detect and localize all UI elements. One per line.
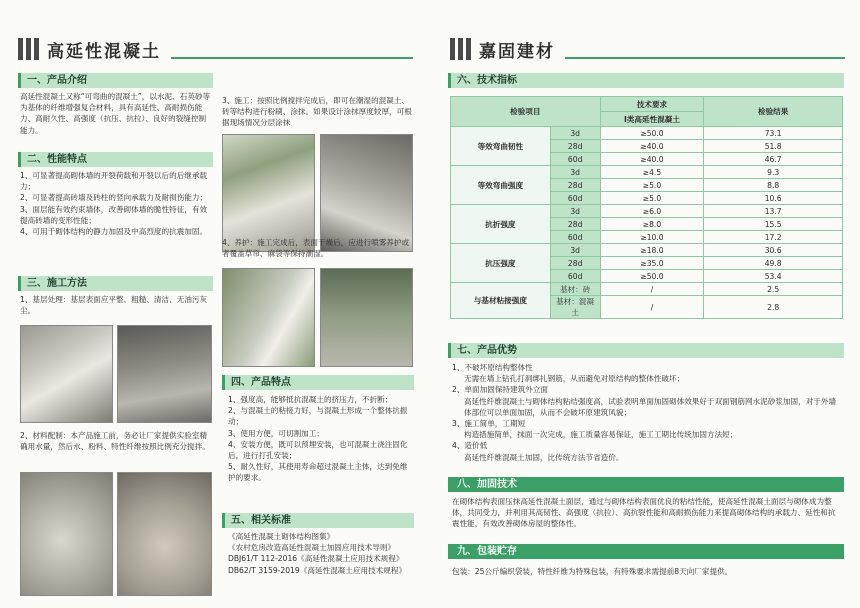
method-step-4: 4、养护：施工完成后，表面干燥后，应进行喷雾养护或者覆盖草帘、麻袋等保持潮湿。 bbox=[222, 238, 410, 259]
advantage-detail: 高延性纤维混凝土加固，比传统方法节省造价。 bbox=[464, 452, 624, 462]
banner-bars bbox=[18, 38, 39, 60]
cell-req: ≥4.5 bbox=[600, 166, 704, 179]
cell-age: 3d bbox=[550, 205, 600, 218]
cell-result: 17.2 bbox=[704, 231, 843, 244]
cell-age: 28d bbox=[550, 140, 600, 153]
table-header-row bbox=[451, 97, 843, 112]
cell-result: 13.7 bbox=[704, 205, 843, 218]
section-features-heading: 二、性能特点 bbox=[18, 152, 213, 167]
group-label: 抗折强度 bbox=[451, 205, 551, 244]
packaging-text: 包装：25公斤编织袋装，特性纤维为特殊包装，有特殊要求需提前8天向厂家提供。 bbox=[452, 567, 733, 576]
list-item: DBJ61/T 112-2016《高延性混凝土应用技术规程》 bbox=[228, 554, 404, 564]
cell-age: 28d bbox=[550, 257, 600, 270]
cell-age: 3d bbox=[550, 244, 600, 257]
list-item: 《高延性混凝土砌体结构图集》 bbox=[228, 532, 335, 541]
cell-req: ≥50.0 bbox=[600, 127, 704, 140]
left-banner bbox=[18, 38, 413, 60]
cell-age: 60d bbox=[550, 231, 600, 244]
advantage-title: 1、不破坏原结构整体性 bbox=[452, 363, 533, 372]
cell-req: ≥40.0 bbox=[600, 153, 704, 166]
cell-result: 8.8 bbox=[704, 179, 843, 192]
cell-req: ≥10.0 bbox=[600, 231, 704, 244]
cell-req: ≥18.0 bbox=[600, 244, 704, 257]
list-item: 《农村危房改造高延性混凝土加固应用技术导则》 bbox=[228, 543, 396, 553]
photo-mixing-1 bbox=[20, 472, 113, 596]
advantage-detail: 构造措施简单，抹面一次完成，施工质量容易保证，施工工期比传统加固方法短； bbox=[464, 430, 738, 440]
standards-list bbox=[228, 531, 418, 576]
list-item: 4、可用于砌体结构的静力加固及中高烈度的抗震加固。 bbox=[20, 227, 208, 237]
cell-age: 60d bbox=[550, 270, 600, 283]
cell-age: 基材：砖 bbox=[550, 283, 600, 296]
cell-req: / bbox=[600, 283, 704, 296]
section-reinforce-heading: 八、加固技术 bbox=[448, 477, 844, 492]
section-intro-heading: 一、产品介绍 bbox=[18, 73, 213, 88]
list-item: 3、使用方便，可切割加工； bbox=[228, 428, 324, 438]
advantage-title: 2、单面加固保持建筑外立面 bbox=[452, 385, 548, 395]
method-step-2: 2、材料配制：本产品施工前，务必让厂家提供实验室精确用水量，然后水、粉料、特性纤维按照比例充分搅拌。 bbox=[20, 431, 210, 452]
cell-result: 51.8 bbox=[704, 140, 843, 153]
section-standards-heading: 五、相关标准 bbox=[222, 513, 414, 528]
product-features-list bbox=[228, 394, 414, 484]
col-header-item: 检验项目 bbox=[451, 97, 601, 127]
cell-result: 30.6 bbox=[704, 244, 843, 257]
cell-req: ≥5.0 bbox=[600, 179, 704, 192]
col-header-req-sub: I类高延性混凝土 bbox=[600, 112, 704, 127]
cell-result: 9.3 bbox=[704, 166, 843, 179]
method-step-3: 3、施工：按照比例搅拌完成后，即可在潮湿的混凝土、砖等结构进行粉刷、涂抹。如果设计涂抹厚度较厚，可根据现场情况分层涂抹 bbox=[222, 96, 412, 128]
section-method-heading: 三、施工方法 bbox=[18, 276, 213, 291]
intro-text: 高延性混凝土又称“可弯曲的混凝土”，以水泥、石英砂等为基体的纤维增强复合材料，具有高延性、高耐损伤能力、高耐久性、高强度（抗压、抗拉）、良好的裂缝控制能力。 bbox=[20, 92, 211, 135]
spec-table bbox=[450, 96, 843, 319]
list-item: DB62/T 3159-2019《高延性混凝土应用技术规程》 bbox=[228, 565, 407, 575]
list-item: 1、强度高，能够抵抗混凝土的挤压力，不折断； bbox=[228, 395, 393, 404]
table-row bbox=[451, 166, 843, 179]
group-label: 抗压强度 bbox=[451, 244, 551, 283]
right-title: 嘉固建材 bbox=[479, 41, 555, 62]
features-list bbox=[20, 170, 212, 237]
advantage-detail: 无需在墙上钻孔打洞绑扎钢筋，从而避免对原结构的整体性破坏； bbox=[464, 374, 685, 384]
section-advantages-heading: 七、产品优势 bbox=[448, 343, 844, 358]
cell-req: ≥40.0 bbox=[600, 140, 704, 153]
cell-result: 15.5 bbox=[704, 218, 843, 231]
section-product-features-heading: 四、产品特点 bbox=[222, 375, 414, 390]
advantage-detail: 高延性纤维混凝土与砌体结构粘结强度高，试验表明单面加固砌体效果好于双面钢筋网水泥砂浆加固，对于外墙体部位可以单面加固，从而不会破坏原建筑风貌； bbox=[464, 396, 837, 417]
banner-rule bbox=[565, 57, 845, 59]
cell-age: 28d bbox=[550, 179, 600, 192]
photo-mixing-2 bbox=[117, 472, 212, 596]
cell-age: 60d bbox=[550, 153, 600, 166]
group-label: 等效弯曲强度 bbox=[451, 166, 551, 205]
photo-curing-1 bbox=[222, 268, 315, 367]
photo-surface-prep bbox=[20, 325, 113, 423]
cell-age: 60d bbox=[550, 192, 600, 205]
table-row bbox=[451, 127, 843, 140]
cell-result: 49.8 bbox=[704, 257, 843, 270]
col-header-result: 检验结果 bbox=[704, 97, 843, 127]
photo-wall bbox=[117, 325, 212, 423]
cell-req: / bbox=[600, 296, 704, 319]
left-title: 高延性混凝土 bbox=[47, 41, 161, 62]
group-label: 等效弯曲韧性 bbox=[451, 127, 551, 166]
cell-age: 3d bbox=[550, 166, 600, 179]
cell-req: ≥50.0 bbox=[600, 270, 704, 283]
table-row bbox=[451, 283, 843, 296]
cell-req: ≥35.0 bbox=[600, 257, 704, 270]
cell-result: 53.4 bbox=[704, 270, 843, 283]
cell-req: ≥5.0 bbox=[600, 192, 704, 205]
banner-rule bbox=[171, 57, 413, 59]
list-item: 2、与混凝土的粘接力好，与混凝土形成一个整体抗振动； bbox=[228, 406, 408, 427]
advantage-title: 4、造价低 bbox=[452, 441, 488, 451]
cell-age: 28d bbox=[550, 218, 600, 231]
cell-result: 2.8 bbox=[704, 296, 843, 319]
list-item: 5、耐久性好，其使用寿命超过混凝土主体，达到免维护的要求。 bbox=[228, 462, 408, 483]
list-item: 3、面层能有效约束墙体，改善砌体墙的脆性特征，有效提高砖墙的变形性能； bbox=[20, 204, 208, 225]
photo-plastering-2 bbox=[320, 134, 413, 252]
section-specs-heading: 六、技术指标 bbox=[448, 73, 844, 88]
cell-age: 基材：混凝土 bbox=[550, 296, 600, 319]
cell-result: 2.5 bbox=[704, 283, 843, 296]
col-header-req: 技术要求 bbox=[600, 97, 704, 112]
section-packaging-heading: 九、包装贮存 bbox=[448, 544, 844, 559]
cell-age: 3d bbox=[550, 127, 600, 140]
list-item: 1、可显著提高砌体墙的开裂荷载和开裂以后的后继承载力； bbox=[20, 171, 208, 192]
cell-result: 10.6 bbox=[704, 192, 843, 205]
right-banner bbox=[450, 38, 845, 60]
reinforce-text: 在砌体结构表面压抹高延性混凝土面层，通过与砌体结构表面优良的粘结性能，使高延性混凝土面层与砌体成为整体，共同受力，并利用其高韧性、高强度（抗拉）、高抗裂性能和高耐损伤能力来提高砌体结构的承载力、延性和抗震性能，有效改善砌体房屋的整体性。 bbox=[452, 497, 836, 529]
banner-bars bbox=[450, 38, 471, 60]
group-label: 与基材粘接强度 bbox=[451, 283, 551, 319]
method-step-1: 1、基层处理：基层表面应平整、粗糙、清洁、无油污灰尘。 bbox=[20, 295, 208, 316]
cell-result: 73.1 bbox=[704, 127, 843, 140]
list-item: 2、可显著提高砖墙及砖柱的竖向承载力及耐损伤能力； bbox=[20, 193, 208, 203]
photo-plastering-1 bbox=[222, 134, 315, 252]
advantages-list bbox=[452, 362, 842, 463]
photo-curing-2 bbox=[320, 268, 413, 367]
table-row bbox=[451, 244, 843, 257]
cell-result: 46.7 bbox=[704, 153, 843, 166]
cell-req: ≥6.0 bbox=[600, 205, 704, 218]
cell-req: ≥8.0 bbox=[600, 218, 704, 231]
table-row bbox=[451, 205, 843, 218]
advantage-title: 3、施工简单，工期短 bbox=[452, 419, 526, 429]
list-item: 4、安装方便，既可以预埋安装，也可混凝土浇注固化后，进行打孔安装； bbox=[228, 439, 408, 461]
